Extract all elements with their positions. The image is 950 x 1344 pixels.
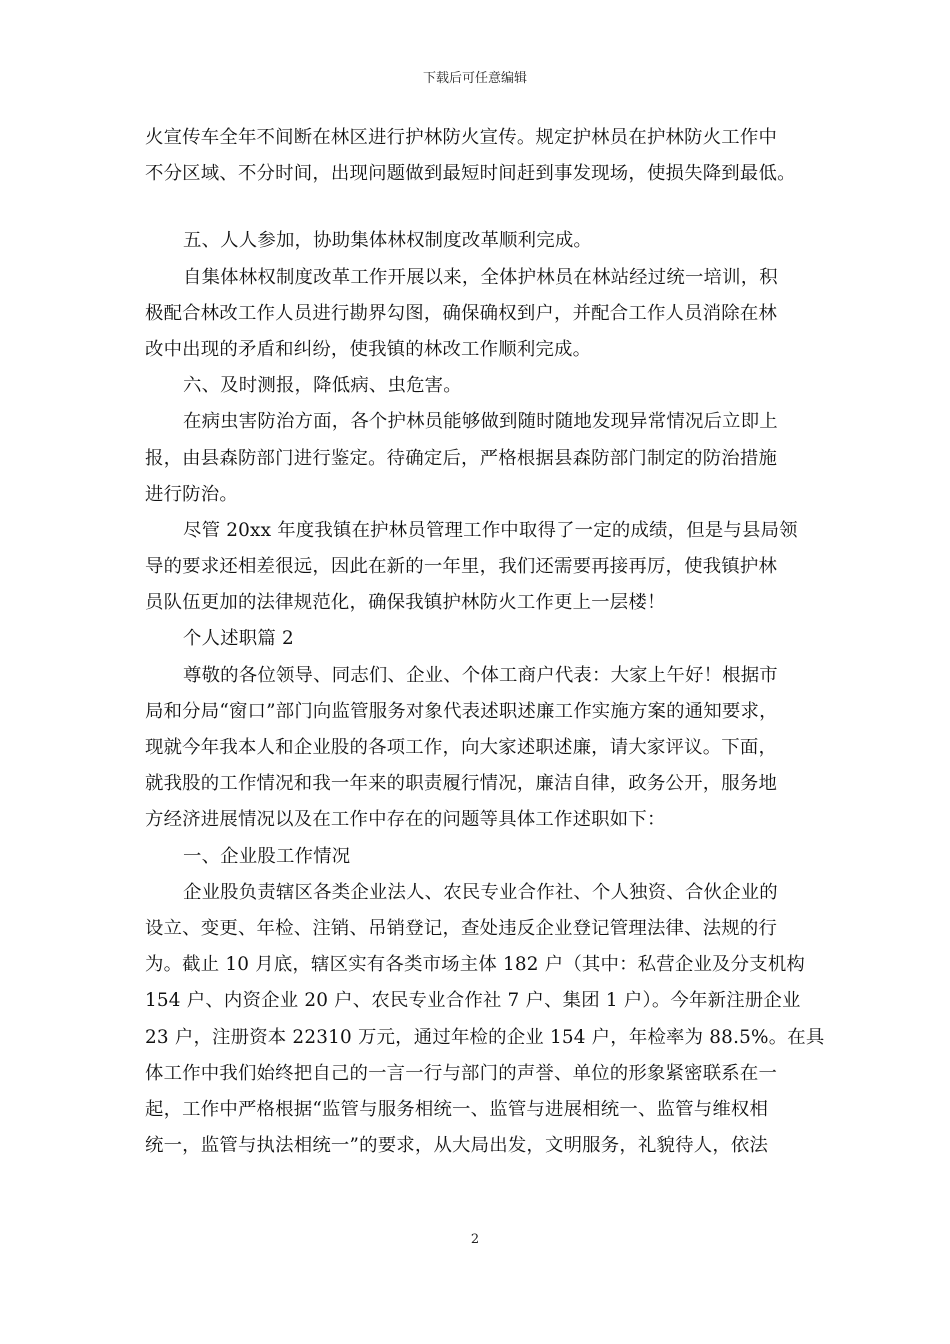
text-line: 火宣传车全年不间断在林区进行护林防火宣传。规定护林员在护林防火工作中 (145, 127, 778, 148)
text-line: 自集体林权制度改革工作开展以来，全体护林员在林站经过统一培训，积 (183, 266, 778, 288)
paragraph-gap (145, 192, 810, 223)
text-line: 企业股负责辖区各类企业法人、农民专业合作社、个人独资、合伙企业的 (183, 881, 778, 903)
section-heading: 一、企业股工作情况 (183, 845, 351, 867)
text-line: 统一，监管与执法相统一”的要求，从大局出发，文明服务，礼貌待人，依法 (145, 1135, 769, 1157)
text-line: 极配合林改工作人员进行勘界勾图，确保确权到户，并配合工作人员消除在林 (145, 302, 778, 324)
text-line: 方经济进展情况以及在工作中存在的问题等具体工作述职如下： (145, 809, 666, 831)
document-body (145, 120, 825, 1164)
page-number: 2 (470, 1232, 480, 1247)
text-line: 报，由县森防部门进行鉴定。待确定后，严格根据县森防部门制定的防治措施 (145, 447, 778, 469)
page-header: 下载后可任意编辑 (422, 71, 527, 86)
text-line: 局和分局“窗口”部门向监管服务对象代表述职述廉工作实施方案的通知要求， (145, 700, 778, 722)
text-line: 在病虫害防治方面，各个护林员能够做到随时随地发现异常情况后立即上 (183, 411, 778, 433)
section-heading: 六、及时测报，降低病、虫危害。 (183, 375, 462, 397)
text-line: 154 户、内资企业 20 户、农民专业合作社 7 户、集团 1 户）。今年新注册企业 (145, 990, 801, 1012)
section-heading: 个人述职篇 2 (183, 628, 294, 650)
text-line: 不分区域、不分时间，出现问题做到最短时间赶到事发现场，使损失降到最低。 (145, 163, 796, 185)
text-line: 起，工作中严格根据“监管与服务相统一、监管与进展相统一、监管与维权相 (145, 1098, 769, 1120)
text-line: 设立、变更、年检、注销、吊销登记，查处违反企业登记管理法律、法规的行 (145, 917, 778, 939)
text-line: 尽管 20xx 年度我镇在护林员管理工作中取得了一定的成绩，但是与县局领 (183, 519, 798, 541)
text-line: 体工作中我们始终把自己的一言一行与部门的声誉、单位的形象紧密联系在一 (145, 1062, 778, 1084)
text-line: 改中出现的矛盾和纠纷，使我镇的林改工作顺利完成。 (145, 338, 592, 360)
section-heading: 五、人人参加，协助集体林权制度改革顺利完成。 (183, 230, 592, 252)
text-line: 为。截止 10 月底，辖区实有各类市场主体 182 户（其中：私营企业及分支机构 (145, 954, 805, 976)
text-line: 进行防治。 (145, 483, 238, 505)
text-line: 现就今年我本人和企业股的各项工作，向大家述职述廉，请大家评议。下面， (145, 737, 778, 758)
text-line: 员队伍更加的法律规范化，确保我镇护林防火工作更上一层楼！ (145, 592, 666, 614)
text-line: 就我股的工作情况和我一年来的职责履行情况，廉洁自律，政务公开，服务地 (145, 773, 778, 795)
text-line: 23 户，注册资本 22310 万元，通过年检的企业 154 户，年检率为 88.5%。在具 (145, 1026, 825, 1048)
text-line: 尊敬的各位领导、同志们、企业、个体工商户代表：大家上午好！根据市 (183, 664, 778, 686)
text-line: 导的要求还相差很远，因此在新的一年里，我们还需要再接再厉，使我镇护林 (145, 556, 778, 578)
